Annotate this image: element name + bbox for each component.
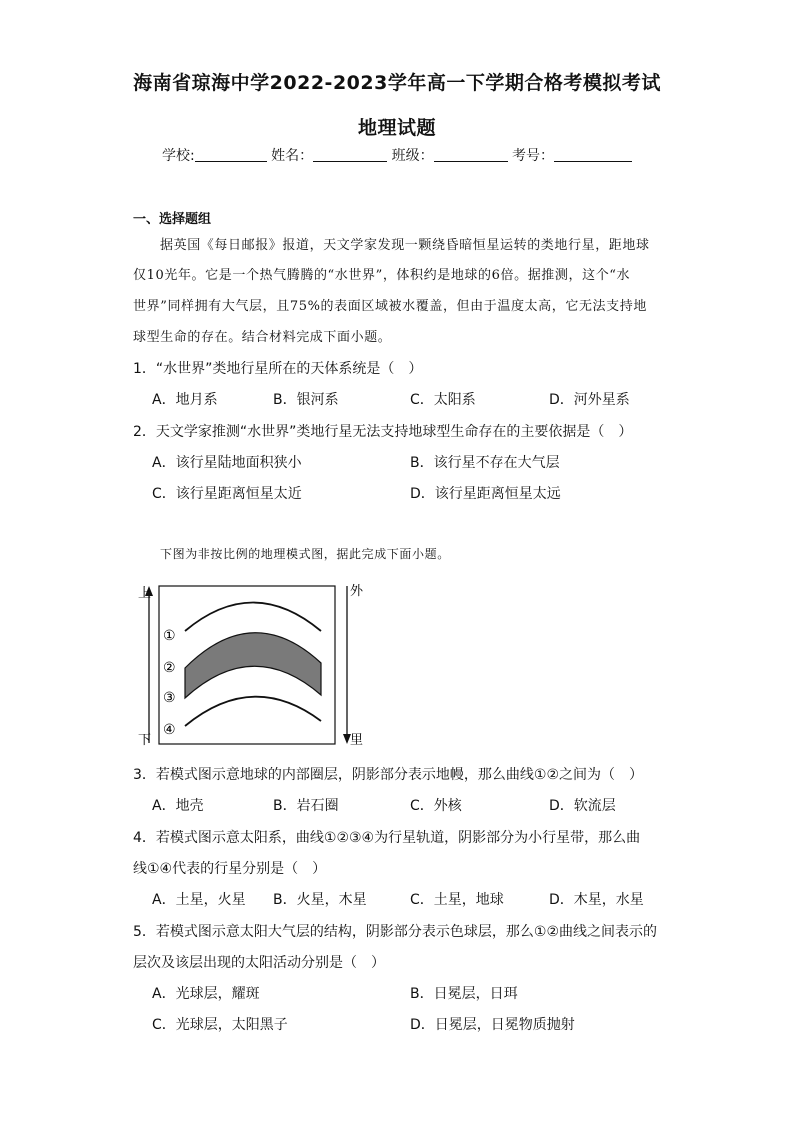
material1-line: 据英国《每日邮报》报道，天文学家发现一颗绕昏暗恒星运转的类地行星，距地球 — [160, 238, 650, 253]
label-down: 下 — [138, 733, 152, 748]
curve-1 — [185, 603, 321, 632]
school-label: 学校: — [161, 148, 195, 164]
q5-option-b[interactable]: B．日冕层，日珥 — [410, 986, 518, 1002]
q3-option-b[interactable]: B．岩石圈 — [273, 798, 339, 814]
q3-option-d[interactable]: D．软流层 — [549, 798, 616, 814]
exam-number-blank[interactable] — [554, 147, 632, 162]
q3-option-c[interactable]: C．外核 — [410, 798, 462, 814]
question-3-stem: 3．若模式图示意地球的内部圈层，阴影部分表示地幔，那么曲线①②之间为（ ） — [133, 767, 644, 783]
q2-option-d[interactable]: D．该行星距离恒星太远 — [410, 486, 561, 502]
exam-subtitle: 地理试题 — [357, 117, 436, 139]
school-blank[interactable] — [195, 147, 267, 162]
q5-option-a[interactable]: A．光球层，耀斑 — [152, 986, 260, 1002]
q1-option-a[interactable]: A．地月系 — [152, 392, 218, 408]
name-blank[interactable] — [313, 147, 387, 162]
q5-option-d[interactable]: D．日冕层，日冕物质抛射 — [410, 1017, 575, 1033]
shaded-layer — [185, 633, 321, 698]
class-label: 班级： — [391, 148, 434, 164]
q4-option-a[interactable]: A．土星，火星 — [152, 892, 246, 908]
exam-number-label: 考号： — [512, 148, 555, 164]
q2-option-c[interactable]: C．该行星距离恒星太近 — [152, 486, 302, 502]
q3-option-a[interactable]: A．地壳 — [152, 798, 204, 814]
section-heading: 一、选择题组 — [133, 212, 212, 227]
material1-line: 仅10光年。它是一个热气腾腾的“水世界”，体积约是地球的6倍。据推测，这个“水 — [133, 268, 631, 283]
q1-option-d[interactable]: D．河外星系 — [549, 392, 630, 408]
q4-option-d[interactable]: D．木星，水星 — [549, 892, 644, 908]
material1-line: 球型生命的存在。结合材料完成下面小题。 — [133, 330, 392, 345]
geography-model-diagram — [133, 578, 368, 748]
material1-line: 世界”同样拥有大气层，且75%的表面区域被水覆盖，但由于温度太高，它无法支持地 — [133, 299, 647, 314]
student-info-row — [0, 145, 794, 165]
label-inner: 里 — [350, 733, 364, 748]
question-4-stem-line2: 线①④代表的行星分别是（ ） — [133, 861, 327, 877]
question-1-stem: 1．“水世界”类地行星所在的天体系统是（ ） — [133, 361, 423, 377]
curve-4 — [185, 697, 321, 726]
q2-option-b[interactable]: B．该行星不存在大气层 — [410, 455, 560, 471]
marker-2: ② — [163, 660, 176, 676]
q1-option-c[interactable]: C．太阳系 — [410, 392, 476, 408]
q4-option-c[interactable]: C．土星，地球 — [410, 892, 504, 908]
question-5-stem-line2: 层次及该层出现的太阳活动分别是（ ） — [133, 955, 385, 971]
exam-title: 海南省琼海中学2022-2023学年高一下学期合格考模拟考试 — [133, 72, 661, 94]
question-2-stem: 2．天文学家推测“水世界”类地行星无法支持地球型生命存在的主要依据是（ ） — [133, 424, 633, 440]
name-label: 姓名： — [271, 148, 314, 164]
question-4-stem-line1: 4．若模式图示意太阳系，曲线①②③④为行星轨道，阴影部分为小行星带，那么曲 — [133, 830, 641, 846]
class-blank[interactable] — [434, 147, 508, 162]
q1-option-b[interactable]: B．银河系 — [273, 392, 339, 408]
q5-option-c[interactable]: C．光球层，太阳黑子 — [152, 1017, 288, 1033]
question-5-stem-line1: 5．若模式图示意太阳大气层的结构，阴影部分表示色球层，那么①②曲线之间表示的 — [133, 924, 658, 940]
label-outer: 外 — [350, 584, 364, 599]
q4-option-b[interactable]: B．火星，木星 — [273, 892, 367, 908]
marker-1: ① — [163, 628, 176, 644]
marker-4: ④ — [163, 722, 176, 738]
marker-3: ③ — [163, 690, 176, 706]
material2-text: 下图为非按比例的地理模式图，据此完成下面小题。 — [160, 547, 450, 561]
q2-option-a[interactable]: A．该行星陆地面积狭小 — [152, 455, 302, 471]
label-up: 上 — [138, 586, 152, 601]
